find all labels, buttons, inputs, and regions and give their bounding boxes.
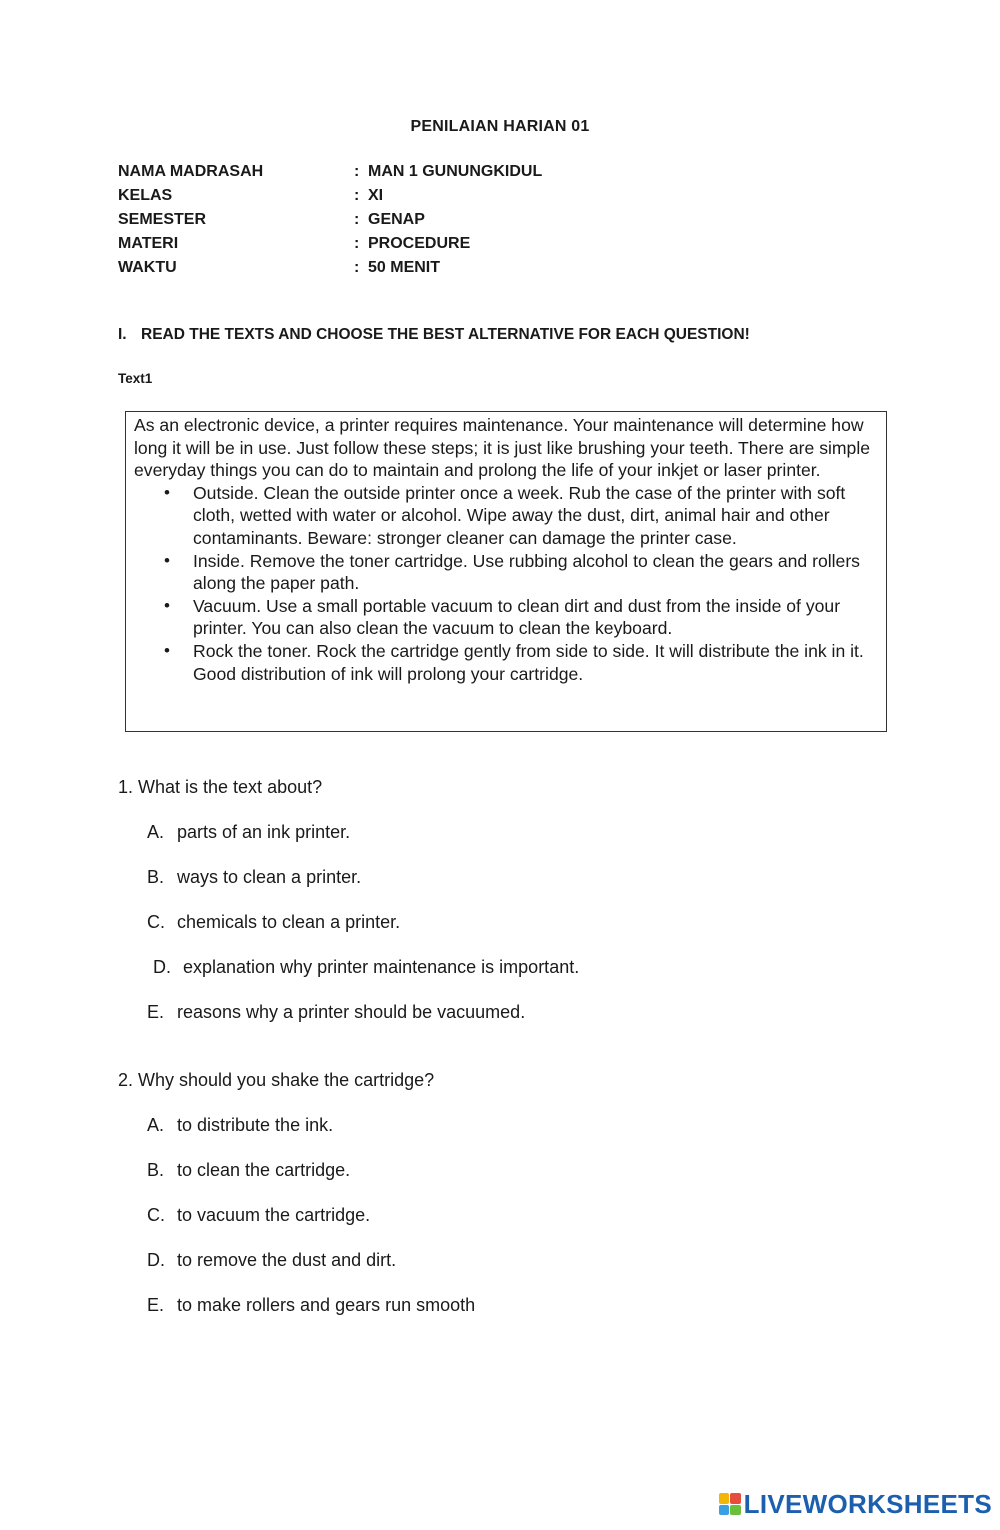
page-title: PENILAIAN HARIAN 01 [410, 118, 590, 135]
section-instruction: READ THE TEXTS AND CHOOSE THE BEST ALTERNATIVE FOR EACH QUESTION! [141, 326, 750, 343]
question-2-option-a[interactable] [147, 1115, 333, 1136]
info-value: MAN 1 GUNUNGKIDUL [368, 163, 543, 180]
option-letter: C. [147, 912, 165, 932]
question-2-prompt: 2. Why should you shake the cartridge? [118, 1070, 435, 1090]
reading-passage [125, 411, 887, 732]
logo-text: LIVEWORKSHEETS [743, 1488, 992, 1519]
bullet-icon: • [164, 550, 170, 570]
bullet-text: Rock the toner. Rock the cartridge gently from side to side. It will distribute the ink in it. Good distribution of ink will prolong your cartridge. [193, 640, 864, 684]
option-text: to vacuum the cartridge. [177, 1205, 371, 1225]
passage-bullet-item [134, 482, 878, 550]
info-label: MATERI [118, 235, 179, 252]
question-2-option-e[interactable] [147, 1295, 475, 1316]
bullet-icon: • [164, 595, 170, 615]
info-colon: : [354, 235, 360, 252]
liveworksheets-logo[interactable] [719, 1490, 992, 1518]
option-text: chemicals to clean a printer. [177, 912, 401, 932]
passage-intro: As an electronic device, a printer requires maintenance. Your maintenance will determine how long it will be in use. Just follow these steps; it is just like brushing your teeth. There are simple everyday things you can do to maintain and prolong the life of your inkjet or laser printer. [134, 415, 871, 481]
option-letter: D. [153, 957, 171, 977]
option-text: reasons why a printer should be vacuumed. [177, 1002, 526, 1022]
info-value: GENAP [368, 211, 425, 228]
option-text: to clean the cartridge. [177, 1160, 351, 1180]
option-letter: A. [147, 822, 165, 842]
option-letter: E. [147, 1295, 165, 1315]
bullet-text: Vacuum. Use a small portable vacuum to clean dirt and dust from the inside of your printer. You can also clean the vacuum to clean the keyboard. [193, 595, 841, 639]
option-letter: A. [147, 1115, 165, 1135]
text-label: Text1 [118, 371, 153, 386]
question-2-option-b[interactable] [147, 1160, 350, 1181]
option-text: to make rollers and gears run smooth [177, 1295, 476, 1315]
info-value: 50 MENIT [368, 259, 441, 276]
passage-bullet-item [134, 640, 878, 685]
question-1-option-c[interactable] [147, 912, 400, 933]
info-colon: : [354, 259, 360, 276]
question-1-prompt: 1. What is the text about? [118, 777, 323, 797]
passage-bullet-item [134, 595, 878, 640]
option-letter: B. [147, 867, 165, 887]
passage-bullet-list [134, 482, 878, 685]
section-heading [118, 326, 750, 344]
info-label: SEMESTER [118, 211, 207, 228]
info-value: XI [368, 187, 384, 204]
passage-bullet-item [134, 550, 878, 595]
option-letter: C. [147, 1205, 165, 1225]
bullet-text: Outside. Clean the outside printer once a week. Rub the case of the printer with soft cloth, wetted with water or alcohol. Wipe away the dust, dirt, animal hair and other contaminants. Beware: stronger cleaner can damage the printer case. [193, 482, 846, 548]
bullet-text: Inside. Remove the toner cartridge. Use rubbing alcohol to clean the gears and rollers along the paper path. [193, 550, 860, 594]
option-text: explanation why printer maintenance is important. [183, 957, 580, 977]
question-1-option-a[interactable] [147, 822, 350, 843]
section-number: I. [118, 326, 127, 343]
info-label: KELAS [118, 187, 173, 204]
bullet-icon: • [164, 640, 170, 660]
info-value: PROCEDURE [368, 235, 471, 252]
info-colon: : [354, 163, 360, 180]
info-label: NAMA MADRASAH [118, 163, 264, 180]
option-letter: E. [147, 1002, 165, 1022]
option-text: to distribute the ink. [177, 1115, 334, 1135]
option-letter: B. [147, 1160, 165, 1180]
question-1-option-d[interactable] [153, 957, 579, 978]
question-2-option-c[interactable] [147, 1205, 370, 1226]
info-colon: : [354, 187, 360, 204]
info-label: WAKTU [118, 259, 177, 276]
option-text: ways to clean a printer. [177, 867, 362, 887]
question-1-option-e[interactable] [147, 1002, 525, 1023]
question-2-option-d[interactable] [147, 1250, 396, 1271]
option-letter: D. [147, 1250, 165, 1270]
info-colon: : [354, 211, 360, 228]
option-text: to remove the dust and dirt. [177, 1250, 397, 1270]
question-1-option-b[interactable] [147, 867, 361, 888]
liveworksheets-logo-icon [719, 1493, 741, 1515]
bullet-icon: • [164, 482, 170, 502]
option-text: parts of an ink printer. [177, 822, 351, 842]
